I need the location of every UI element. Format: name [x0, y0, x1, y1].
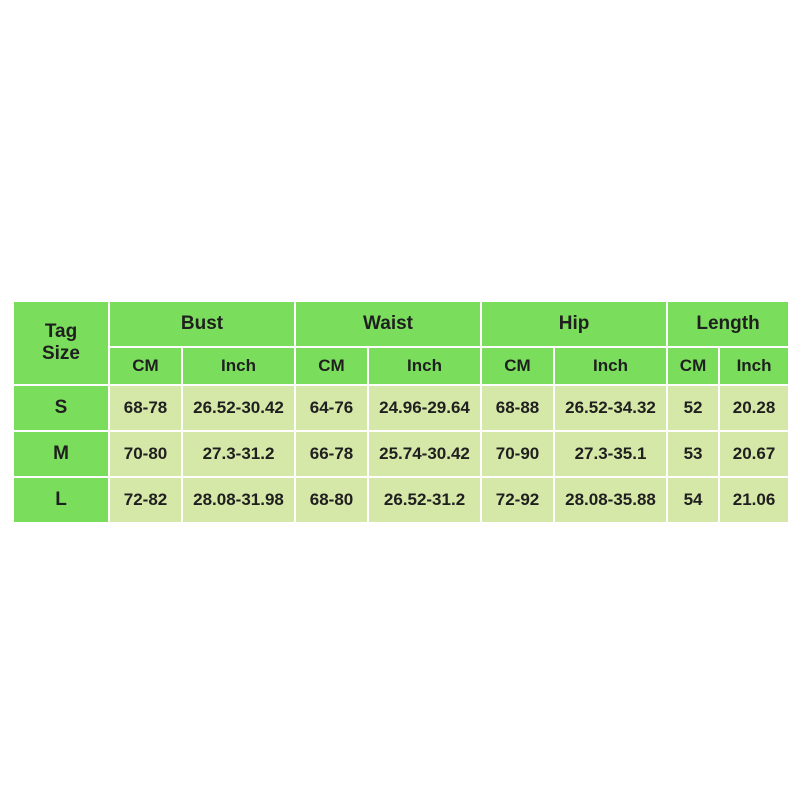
cell-l-hip-inch: 28.08-35.88 — [554, 477, 667, 523]
group-header-bust: Bust — [109, 301, 295, 347]
cell-m-bust-cm: 70-80 — [109, 431, 182, 477]
cell-l-waist-inch: 26.52-31.2 — [368, 477, 481, 523]
table-header-row-units — [13, 347, 789, 385]
cell-m-hip-cm: 70-90 — [481, 431, 554, 477]
unit-header-length-inch: Inch — [719, 347, 789, 385]
cell-m-bust-inch: 27.3-31.2 — [182, 431, 295, 477]
cell-l-bust-cm: 72-82 — [109, 477, 182, 523]
cell-m-waist-cm: 66-78 — [295, 431, 368, 477]
cell-s-hip-cm: 68-88 — [481, 385, 554, 431]
table-header-row-groups — [13, 301, 789, 347]
table-row — [13, 431, 789, 477]
size-chart-container — [12, 300, 788, 524]
table-row — [13, 477, 789, 523]
cell-m-hip-inch: 27.3-35.1 — [554, 431, 667, 477]
cell-l-hip-cm: 72-92 — [481, 477, 554, 523]
tag-size-line1: Tag — [44, 321, 78, 343]
unit-header-length-cm: CM — [667, 347, 719, 385]
table-row — [13, 385, 789, 431]
tag-size-header — [13, 301, 109, 385]
cell-m-length-cm: 53 — [667, 431, 719, 477]
cell-s-bust-cm: 68-78 — [109, 385, 182, 431]
cell-s-length-inch: 20.28 — [719, 385, 789, 431]
cell-l-bust-inch: 28.08-31.98 — [182, 477, 295, 523]
cell-m-length-inch: 20.67 — [719, 431, 789, 477]
cell-l-length-inch: 21.06 — [719, 477, 789, 523]
group-header-hip: Hip — [481, 301, 667, 347]
unit-header-hip-inch: Inch — [554, 347, 667, 385]
cell-s-bust-inch: 26.52-30.42 — [182, 385, 295, 431]
unit-header-bust-inch: Inch — [182, 347, 295, 385]
unit-header-waist-cm: CM — [295, 347, 368, 385]
group-header-length: Length — [667, 301, 789, 347]
row-size-m: M — [13, 431, 109, 477]
cell-s-waist-inch: 24.96-29.64 — [368, 385, 481, 431]
row-size-s: S — [13, 385, 109, 431]
tag-size-line2: Size — [41, 343, 81, 364]
cell-m-waist-inch: 25.74-30.42 — [368, 431, 481, 477]
unit-header-bust-cm: CM — [109, 347, 182, 385]
unit-header-hip-cm: CM — [481, 347, 554, 385]
cell-l-waist-cm: 68-80 — [295, 477, 368, 523]
unit-header-waist-inch: Inch — [368, 347, 481, 385]
cell-l-length-cm: 54 — [667, 477, 719, 523]
cell-s-hip-inch: 26.52-34.32 — [554, 385, 667, 431]
size-chart-table — [12, 300, 790, 524]
cell-s-waist-cm: 64-76 — [295, 385, 368, 431]
row-size-l: L — [13, 477, 109, 523]
group-header-waist: Waist — [295, 301, 481, 347]
cell-s-length-cm: 52 — [667, 385, 719, 431]
